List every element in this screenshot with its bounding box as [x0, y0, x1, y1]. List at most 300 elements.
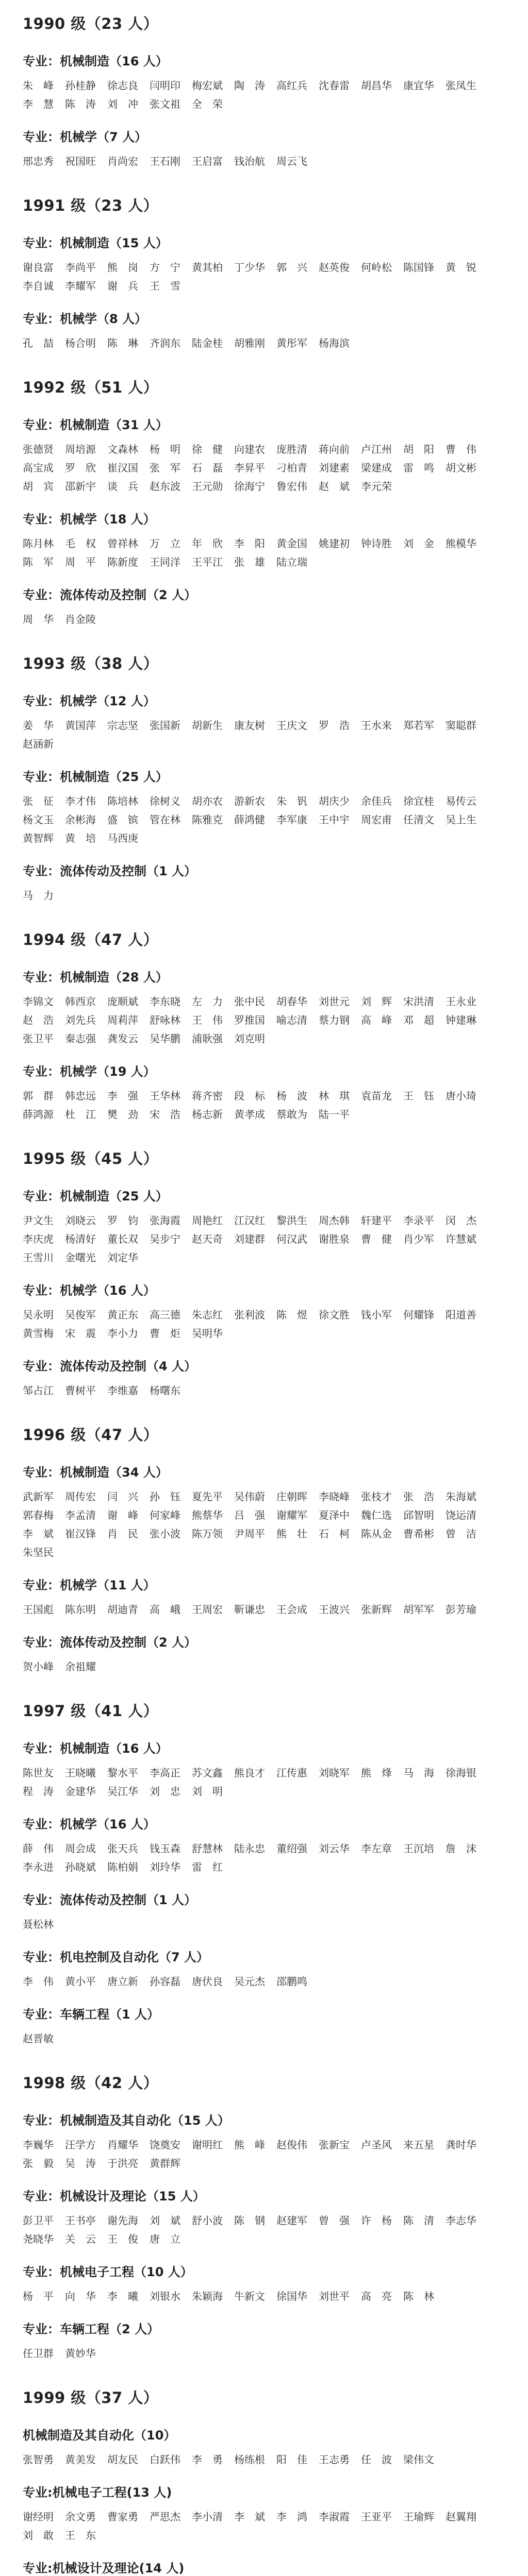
- student-name: 石 柯: [319, 1528, 350, 1540]
- student-name: 李 伟: [23, 1975, 54, 1988]
- major-heading: 专业：机械学（19 人）: [23, 1064, 156, 1079]
- student-name: 余彬海: [65, 814, 96, 826]
- student-name: 赵晋敏: [23, 2032, 54, 2045]
- major-heading: 专业：机械学（11 人）: [23, 1578, 156, 1592]
- name-list: [23, 1839, 505, 1876]
- student-name: 谢 峰: [107, 1509, 138, 1521]
- name-list: [23, 2344, 505, 2363]
- student-name: 刘 辉: [361, 995, 392, 1008]
- student-name: 林 琪: [319, 1090, 350, 1102]
- major-section: [23, 415, 505, 496]
- name-list: [23, 2287, 505, 2306]
- student-name: 白跃伟: [150, 2453, 180, 2466]
- student-name: 吴华鹏: [150, 1032, 180, 1045]
- major-section: [23, 509, 505, 571]
- student-name: 赵英俊: [319, 261, 350, 274]
- major-section: [23, 1632, 505, 1676]
- student-name: 高宝成: [23, 462, 54, 474]
- major-section: [23, 1814, 505, 1876]
- student-name: 徐文胜: [319, 1309, 350, 1321]
- student-name: 曾 洁: [446, 1528, 476, 1540]
- student-name: 熊良才: [234, 1767, 265, 1779]
- major-section: [23, 1890, 505, 1934]
- year-section: [23, 928, 505, 1124]
- student-name: 王庆文: [276, 719, 307, 732]
- student-name: 曹 健: [361, 1233, 392, 1245]
- student-name: 徐宜桂: [403, 795, 434, 807]
- student-name: 毛 权: [65, 537, 96, 550]
- student-name: 庞胜清: [276, 443, 307, 455]
- major-heading: 专业:机械电子工程(13 人): [23, 2485, 172, 2500]
- student-name: 王志勇: [319, 2453, 350, 2466]
- student-name: 邢忠秀: [23, 155, 54, 167]
- student-name: 黄彤军: [276, 337, 307, 349]
- student-name: 刘先兵: [65, 1014, 96, 1026]
- student-name: 谢 兵: [107, 280, 138, 292]
- student-name: 钟建琳: [446, 1014, 476, 1026]
- student-name: 齐润东: [150, 337, 180, 349]
- student-name: 张 雄: [234, 556, 265, 568]
- student-name: 陈 煜: [276, 1309, 307, 1321]
- student-name: 孔 喆: [23, 337, 54, 349]
- student-name: 王 东: [65, 2529, 96, 2541]
- student-name: 陈 涛: [65, 98, 96, 110]
- student-name: 杨清好: [65, 1233, 96, 1245]
- student-name: 张利波: [234, 1309, 265, 1321]
- student-name: 鲁宏伟: [276, 480, 307, 493]
- name-list: [23, 610, 505, 629]
- student-name: 陈从金: [361, 1528, 392, 1540]
- student-name: 唐小琦: [446, 1090, 476, 1102]
- student-name: 徐志良: [107, 79, 138, 92]
- student-name: 尹周平: [234, 1528, 265, 1540]
- major-section: [23, 1280, 505, 1343]
- student-name: 吴 涛: [65, 2157, 96, 2170]
- student-name: 肖金陵: [65, 613, 96, 625]
- student-name: 苏文鑫: [192, 1767, 223, 1779]
- student-name: 段 标: [234, 1090, 265, 1102]
- student-name: 喻志清: [276, 1014, 307, 1026]
- student-name: 罗推国: [234, 1014, 265, 1026]
- student-name: 张 浩: [403, 1490, 434, 1503]
- student-name: 朱坚民: [23, 1546, 54, 1558]
- student-name: 王晓曦: [65, 1767, 96, 1779]
- student-name: 刘 忠: [150, 1785, 180, 1798]
- student-name: 朱颖海: [192, 2290, 223, 2302]
- student-name: 李高正: [150, 1767, 180, 1779]
- student-name: 汪学方: [65, 2139, 96, 2151]
- student-name: 孙 钰: [150, 1490, 180, 1503]
- student-name: 刘晓云: [65, 1214, 96, 1227]
- student-name: 高 亮: [361, 2290, 392, 2302]
- year-section: [23, 1147, 505, 1400]
- major-section: [23, 585, 505, 629]
- student-name: 崔汉国: [107, 462, 138, 474]
- student-name: 李维嘉: [107, 1384, 138, 1397]
- student-name: 黄小平: [65, 1975, 96, 1988]
- student-name: 龚发云: [107, 1032, 138, 1045]
- major-heading: 专业：机械学（8 人）: [23, 312, 147, 326]
- student-name: 张海霞: [150, 1214, 180, 1227]
- student-name: 祝国旺: [65, 155, 96, 167]
- year-heading: 1998 级（42 人）: [23, 2074, 159, 2092]
- student-name: 肖尚宏: [107, 155, 138, 167]
- student-name: 邵新宇: [65, 480, 96, 493]
- major-heading: 专业：机械电子工程（10 人）: [23, 2265, 193, 2279]
- major-section: [23, 1356, 505, 1400]
- student-name: 黄孝成: [234, 1108, 265, 1121]
- student-name: 董长双: [107, 1233, 138, 1245]
- student-name: 谢经明: [23, 2511, 54, 2523]
- student-name: 盛 镔: [107, 814, 138, 826]
- student-name: 邵鹏鸣: [276, 1975, 307, 1988]
- name-list: [23, 1211, 505, 1267]
- student-name: 何家峰: [150, 1509, 180, 1521]
- major-section: [23, 1575, 505, 1619]
- year-heading: 1995 级（45 人）: [23, 1150, 159, 1167]
- student-name: 唐伏良: [192, 1975, 223, 1988]
- student-name: 谢先海: [107, 2214, 138, 2227]
- student-name: 刘定华: [107, 1251, 138, 1264]
- student-name: 李庆虎: [23, 1233, 54, 1245]
- student-name: 朱 峰: [23, 79, 54, 92]
- student-name: 秦志强: [65, 1032, 96, 1045]
- student-name: 梁伟文: [403, 2453, 434, 2466]
- major-section: [23, 127, 505, 171]
- student-name: 夏先平: [192, 1490, 223, 1503]
- major-heading: 专业：机械制造（16 人）: [23, 1741, 168, 1756]
- major-section: [23, 1462, 505, 1562]
- student-name: 余祖耀: [65, 1660, 96, 1673]
- major-heading: 专业：流体传动及控制（1 人）: [23, 1893, 197, 1907]
- student-name: 李锦文: [23, 995, 54, 1008]
- student-name: 郭春梅: [23, 1509, 54, 1521]
- major-heading: 专业：流体传动及控制（2 人）: [23, 1635, 197, 1650]
- student-name: 徐海宁: [234, 480, 265, 493]
- major-heading: 专业：车辆工程（1 人）: [23, 2007, 160, 2022]
- student-name: 杨 平: [23, 2290, 54, 2302]
- student-name: 陈培林: [107, 795, 138, 807]
- name-list: [23, 2211, 505, 2248]
- major-section: [23, 2319, 505, 2363]
- student-name: 胡友民: [107, 2453, 138, 2466]
- student-name: 宋洪清: [403, 995, 434, 1008]
- student-name: 沈春雷: [319, 79, 350, 92]
- major-heading: 专业：机械制造（31 人）: [23, 418, 168, 432]
- student-name: 雷 鸣: [403, 462, 434, 474]
- major-heading: 专业：机械学（16 人）: [23, 1817, 156, 1832]
- student-name: 肖少军: [403, 1233, 434, 1245]
- student-name: 任清文: [403, 814, 434, 826]
- major-heading: 专业：机械学（12 人）: [23, 694, 156, 708]
- student-name: 刘 斌: [150, 2214, 180, 2227]
- student-name: 吴江华: [107, 1785, 138, 1798]
- name-list: [23, 2507, 505, 2545]
- student-name: 陈 林: [403, 2290, 434, 2302]
- year-section: [23, 1423, 505, 1676]
- student-name: 严思杰: [150, 2511, 180, 2523]
- student-name: 刘晓军: [319, 1767, 350, 1779]
- student-name: 宗志坚: [107, 719, 138, 732]
- student-name: 杨文玉: [23, 814, 54, 826]
- student-name: 陈东明: [65, 1603, 96, 1616]
- student-name: 钟诗胜: [361, 537, 392, 550]
- student-name: 熊 岗: [107, 261, 138, 274]
- student-name: 吴步宁: [150, 1233, 180, 1245]
- year-heading: 1996 级（47 人）: [23, 1426, 159, 1444]
- student-name: 樊 劲: [107, 1108, 138, 1121]
- student-name: 张小波: [150, 1528, 180, 1540]
- student-name: 周莉萍: [107, 1014, 138, 1026]
- student-name: 姚建初: [319, 537, 350, 550]
- student-name: 陶 涛: [234, 79, 265, 92]
- student-name: 王国彪: [23, 1603, 54, 1616]
- student-name: 周宏甫: [361, 814, 392, 826]
- student-name: 吴俊军: [65, 1309, 96, 1321]
- student-name: 靳谦忠: [234, 1603, 265, 1616]
- student-name: 陆永忠: [234, 1842, 265, 1855]
- year-section: [23, 194, 505, 352]
- major-section: [23, 2262, 505, 2306]
- student-name: 周 平: [65, 556, 96, 568]
- student-name: 蔡力钢: [319, 1014, 350, 1026]
- student-name: 高红兵: [276, 79, 307, 92]
- year-heading: 1994 级（47 人）: [23, 931, 159, 948]
- student-name: 李昇平: [234, 462, 265, 474]
- student-name: 王瑜辉: [403, 2511, 434, 2523]
- name-list: [23, 1972, 505, 1991]
- student-name: 轩建平: [361, 1214, 392, 1227]
- student-name: 刘 冲: [107, 98, 138, 110]
- student-name: 曾祥林: [107, 537, 138, 550]
- student-name: 魏仁选: [361, 1509, 392, 1521]
- major-section: [23, 233, 505, 295]
- student-name: 周传宏: [65, 1490, 96, 1503]
- student-name: 张智勇: [23, 2453, 54, 2466]
- student-name: 徐树义: [150, 795, 180, 807]
- student-name: 赵天奇: [192, 1233, 223, 1245]
- student-name: 熊 烽: [361, 1767, 392, 1779]
- name-list: [23, 1087, 505, 1124]
- name-list: [23, 258, 505, 295]
- student-name: 胡 宾: [23, 480, 54, 493]
- student-name: 余佳兵: [361, 795, 392, 807]
- student-name: 李孟清: [65, 1509, 96, 1521]
- major-heading: 专业：机械制造（28 人）: [23, 970, 168, 985]
- student-name: 陈雅克: [192, 814, 223, 826]
- major-heading: 专业：机械制造（25 人）: [23, 1189, 168, 1204]
- student-name: 胡新生: [192, 719, 223, 732]
- student-name: 王 俊: [107, 2233, 138, 2245]
- year-heading: 1997 级（41 人）: [23, 1702, 159, 1720]
- student-name: 周云飞: [276, 155, 307, 167]
- student-name: 郭 群: [23, 1090, 54, 1102]
- student-name: 向建农: [234, 443, 265, 455]
- major-section: [23, 309, 505, 352]
- student-name: 李小力: [107, 1327, 138, 1340]
- student-name: 高三德: [150, 1309, 180, 1321]
- student-name: 薛鸿源: [23, 1108, 54, 1121]
- name-list: [23, 2136, 505, 2173]
- student-name: 赵 斌: [319, 480, 350, 493]
- student-name: 卢圣风: [361, 2139, 392, 2151]
- major-heading: 专业：机械设计及理论（15 人）: [23, 2189, 205, 2204]
- student-name: 杨志新: [192, 1108, 223, 1121]
- student-name: 董绍强: [276, 1842, 307, 1855]
- student-name: 张中民: [234, 995, 265, 1008]
- name-list: [23, 2450, 505, 2469]
- student-name: 徐海银: [446, 1767, 476, 1779]
- student-name: 宋 震: [65, 1327, 96, 1340]
- student-name: 黄雪梅: [23, 1327, 54, 1340]
- student-name: 任 波: [361, 2453, 392, 2466]
- major-heading: 专业：流体传动及控制（4 人）: [23, 1359, 197, 1374]
- student-name: 曾 强: [319, 2214, 350, 2227]
- student-name: 张凤生: [446, 79, 476, 92]
- student-name: 吴上生: [446, 814, 476, 826]
- student-name: 谢耀军: [276, 1509, 307, 1521]
- name-list: [23, 886, 505, 905]
- student-name: 陆金桂: [192, 337, 223, 349]
- student-name: 王水来: [361, 719, 392, 732]
- student-name: 黎洪生: [276, 1214, 307, 1227]
- student-name: 蒋齐密: [192, 1090, 223, 1102]
- student-name: 谈 兵: [107, 480, 138, 493]
- student-name: 李巍华: [23, 2139, 54, 2151]
- student-name: 余文勇: [65, 2511, 96, 2523]
- student-name: 游新农: [234, 795, 265, 807]
- student-name: 全 荣: [192, 98, 223, 110]
- name-list: [23, 152, 505, 171]
- student-name: 刘银水: [150, 2290, 180, 2302]
- student-name: 钱治航: [234, 155, 265, 167]
- student-name: 石 磊: [192, 462, 223, 474]
- student-name: 张枝才: [361, 1490, 392, 1503]
- student-name: 罗 钧: [107, 1214, 138, 1227]
- major-section: [23, 2110, 505, 2173]
- student-name: 李 强: [107, 1090, 138, 1102]
- major-heading: 专业：机械制造及其自动化（15 人）: [23, 2113, 230, 2128]
- student-name: 陈 钢: [234, 2214, 265, 2227]
- major-heading: 专业：机电控制及自动化（7 人）: [23, 1950, 209, 1964]
- student-name: 谢良富: [23, 261, 54, 274]
- student-name: 彭芳瑜: [446, 1603, 476, 1616]
- student-name: 钱小军: [361, 1309, 392, 1321]
- student-name: 周 华: [23, 613, 54, 625]
- student-name: 程 涛: [23, 1785, 54, 1798]
- name-list: [23, 1381, 505, 1400]
- student-name: 钱玉森: [150, 1842, 180, 1855]
- student-name: 刘 明: [192, 1785, 223, 1798]
- student-name: 胡春华: [276, 995, 307, 1008]
- student-name: 方 宁: [150, 261, 180, 274]
- name-list: [23, 2029, 505, 2048]
- student-name: 彭卫平: [23, 2214, 54, 2227]
- student-name: 李 斌: [23, 1528, 54, 1540]
- student-name: 刘克明: [234, 1032, 265, 1045]
- student-name: 金曙光: [65, 1251, 96, 1264]
- student-name: 孙桂静: [65, 79, 96, 92]
- student-name: 熊 壮: [276, 1528, 307, 1540]
- student-name: 丁少华: [234, 261, 265, 274]
- student-name: 李东晓: [150, 995, 180, 1008]
- student-name: 高 峰: [361, 1014, 392, 1026]
- student-name: 高 峨: [150, 1603, 180, 1616]
- student-name: 张新辉: [361, 1603, 392, 1616]
- name-list: [23, 716, 505, 753]
- student-name: 张卫平: [23, 1032, 54, 1045]
- student-name: 吴伟蔚: [234, 1490, 265, 1503]
- student-name: 胡庆少: [319, 795, 350, 807]
- student-name: 卢江州: [361, 443, 392, 455]
- student-name: 王书亭: [65, 2214, 96, 2227]
- major-heading: 专业:机械设计及理论(14 人): [23, 2561, 185, 2575]
- student-name: 孙容磊: [150, 1975, 180, 1988]
- student-name: 胡军军: [403, 1603, 434, 1616]
- student-name: 王沉培: [403, 1842, 434, 1855]
- student-name: 熊模华: [446, 537, 476, 550]
- student-name: 肖 民: [107, 1528, 138, 1540]
- student-name: 江汉红: [234, 1214, 265, 1227]
- student-name: 王 钰: [403, 1090, 434, 1102]
- student-name: 陈月林: [23, 537, 54, 550]
- student-name: 陈 清: [403, 2214, 434, 2227]
- student-name: 王雪川: [23, 1251, 54, 1264]
- student-name: 王永业: [446, 995, 476, 1008]
- student-name: 龚时华: [446, 2139, 476, 2151]
- student-name: 谢胜泉: [319, 1233, 350, 1245]
- student-name: 梁建成: [361, 462, 392, 474]
- student-name: 黄群辉: [150, 2157, 180, 2170]
- major-section: [23, 2004, 505, 2048]
- student-name: 张 毅: [23, 2157, 54, 2170]
- student-name: 闫 兴: [107, 1490, 138, 1503]
- student-name: 赵 浩: [23, 1014, 54, 1026]
- major-section: [23, 2186, 505, 2248]
- student-name: 谢明红: [192, 2139, 223, 2151]
- student-name: 陈国锋: [403, 261, 434, 274]
- student-name: 熊 峰: [234, 2139, 265, 2151]
- student-name: 万 立: [150, 537, 180, 550]
- student-name: 张德贤: [23, 443, 54, 455]
- major-heading: 专业：机械制造（16 人）: [23, 54, 168, 69]
- student-name: 李 曦: [107, 2290, 138, 2302]
- student-name: 闫明印: [150, 79, 180, 92]
- student-name: 孙晓斌: [65, 1861, 96, 1873]
- major-section: [23, 1738, 505, 1801]
- student-name: 赵建军: [276, 2214, 307, 2227]
- student-name: 陈新度: [107, 556, 138, 568]
- student-name: 夏泽中: [319, 1509, 350, 1521]
- student-name: 韩西京: [65, 995, 96, 1008]
- student-name: 黄其柏: [192, 261, 223, 274]
- major-section: [23, 2482, 505, 2545]
- student-name: 管在林: [150, 814, 180, 826]
- student-name: 饶奠安: [150, 2139, 180, 2151]
- student-name: 郑若军: [403, 719, 434, 732]
- student-name: 胡迪青: [107, 1603, 138, 1616]
- student-name: 赵东波: [150, 480, 180, 493]
- major-heading: 专业：车辆工程（2 人）: [23, 2322, 160, 2336]
- student-name: 武新军: [23, 1490, 54, 1503]
- year-section: [23, 1700, 505, 2048]
- student-name: 王周宏: [192, 1603, 223, 1616]
- student-name: 王启富: [192, 155, 223, 167]
- student-name: 康友树: [234, 719, 265, 732]
- student-name: 任卫群: [23, 2347, 54, 2360]
- name-list: [23, 1915, 505, 1934]
- major-section: [23, 967, 505, 1048]
